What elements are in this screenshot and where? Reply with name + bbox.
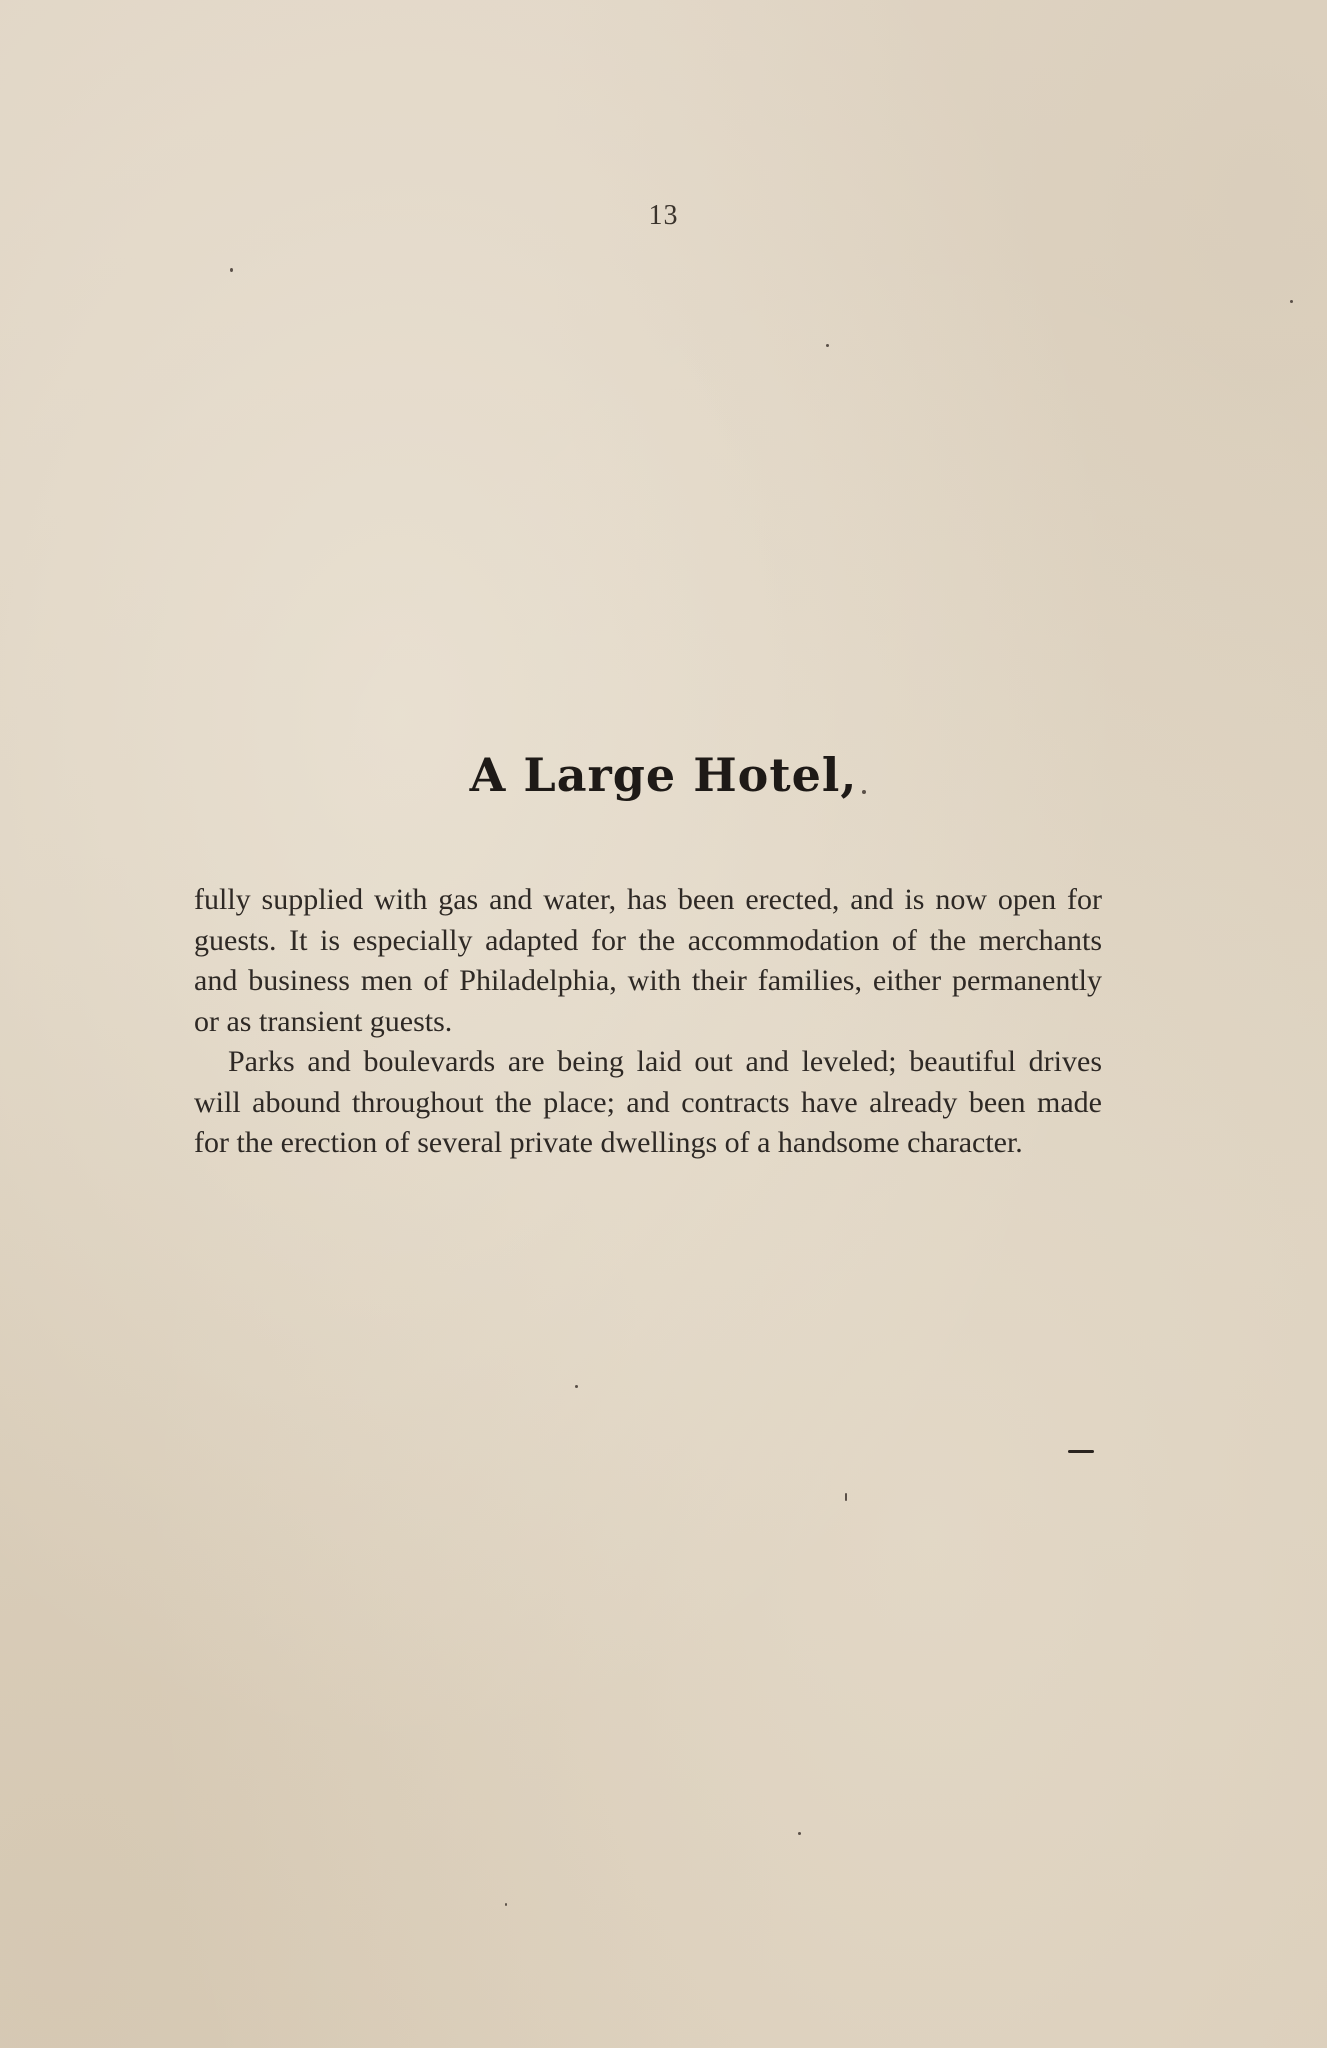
paper-speck <box>798 1832 801 1835</box>
paragraph: fully supplied with gas and water, has been erected, and is now open for guests. It is especially adapted for the accommodation of the merchants and business men of Philadelphia, with their families, either permanently or as transient guests. <box>194 883 1102 1038</box>
paper-speck <box>575 1385 578 1388</box>
paper-speck <box>845 1493 847 1501</box>
paper-speck <box>826 344 829 347</box>
paper-speck <box>1290 300 1293 303</box>
page-number: 13 <box>648 200 679 231</box>
paper-speck <box>505 1903 507 1906</box>
paper-speck <box>230 268 233 272</box>
section-heading: A Large Hotel, <box>469 748 858 802</box>
body-text <box>194 880 1102 1164</box>
paragraph: Parks and boulevards are being laid out and leveled; beautiful drives will abound throughout the place; and contracts have already been made for the erection of several private dwellings of a handsome character. <box>194 1045 1102 1159</box>
paper-speck <box>862 790 866 794</box>
ink-dash-mark <box>1068 1450 1094 1453</box>
